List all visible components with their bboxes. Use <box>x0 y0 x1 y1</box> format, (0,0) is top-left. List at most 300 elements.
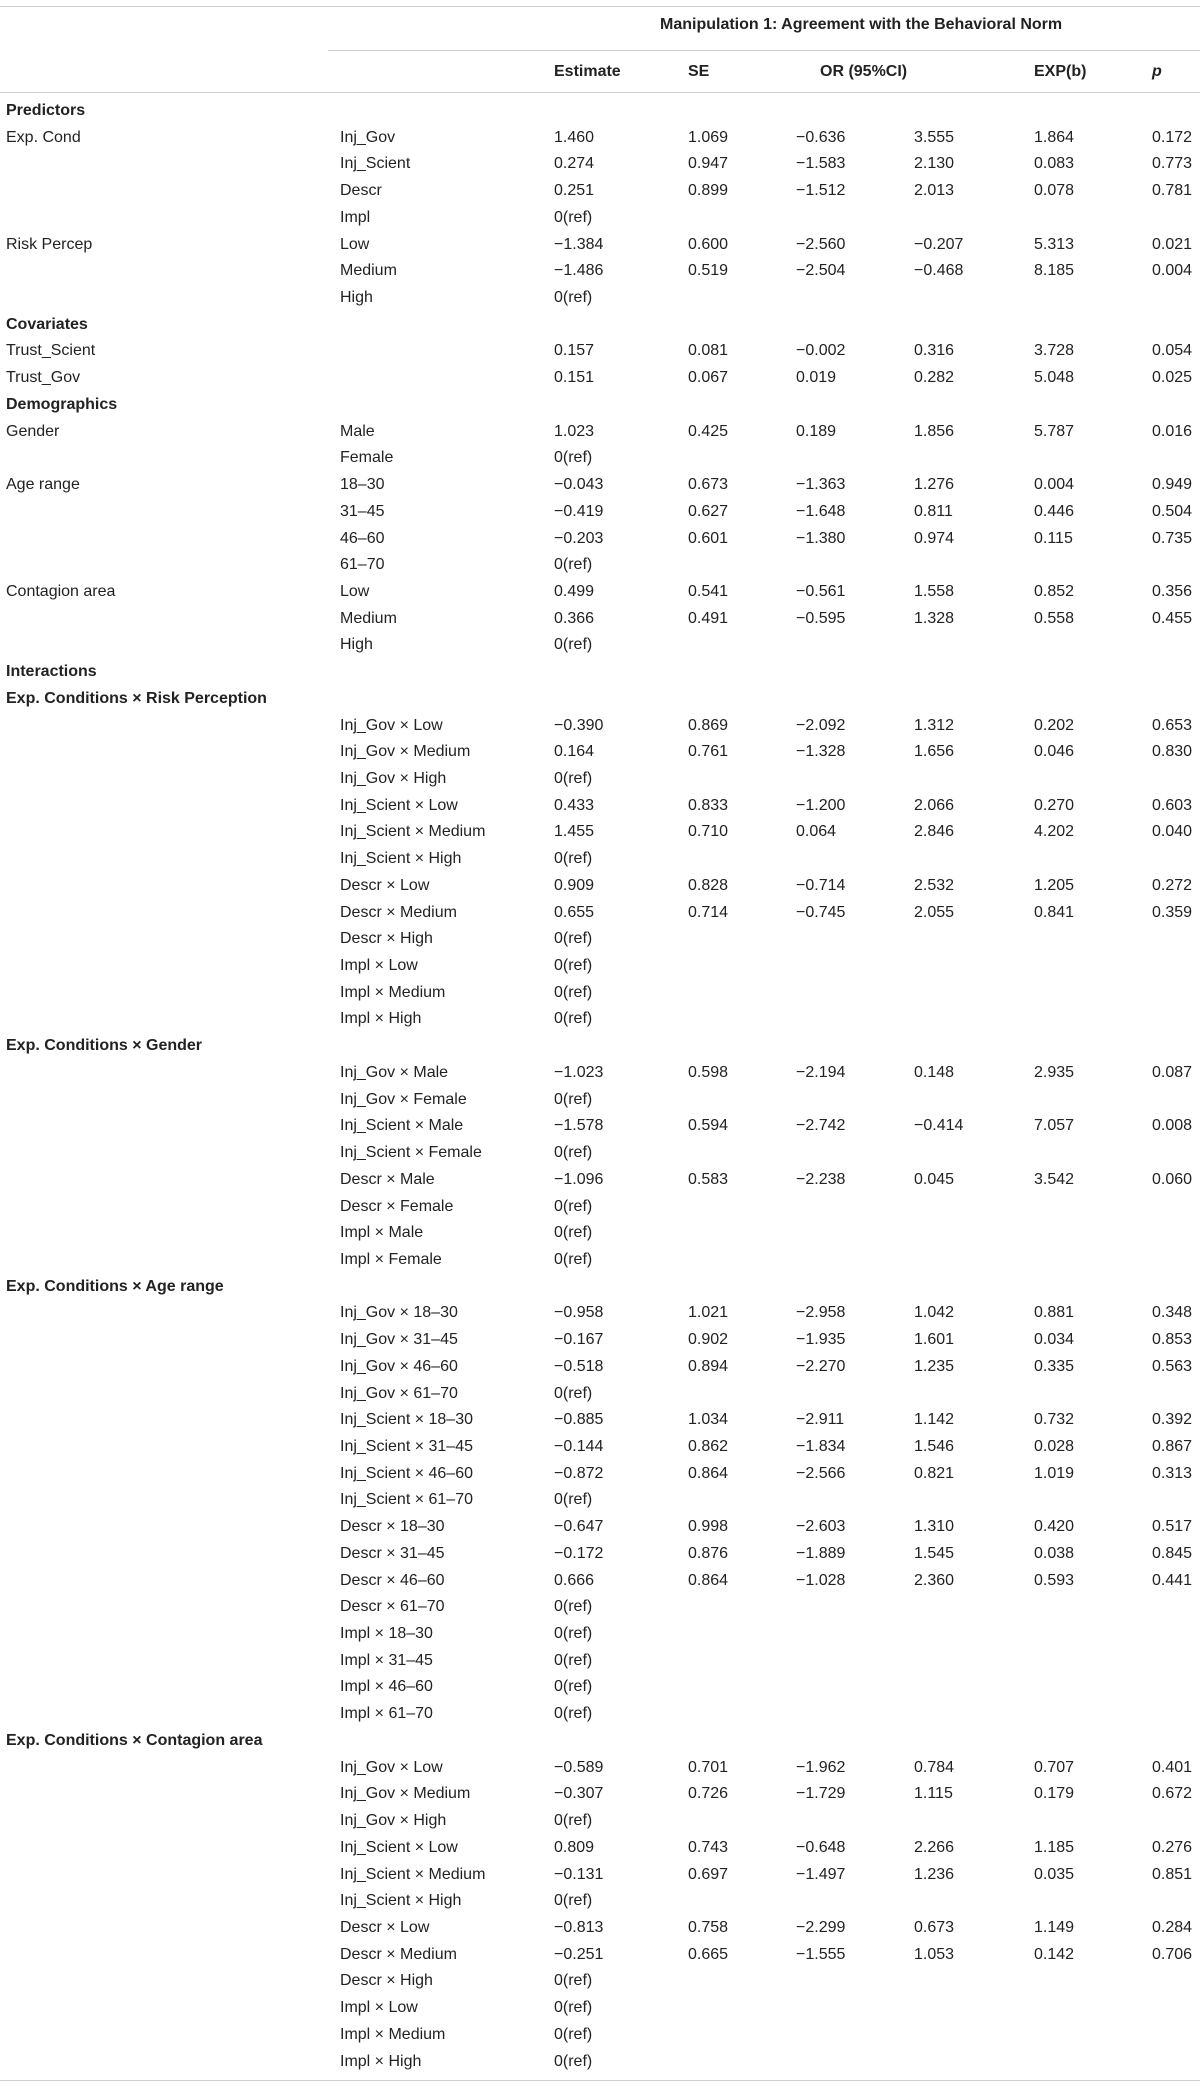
ci-upper-cell: 1.328 <box>914 609 955 627</box>
ci-lower-cell: −0.561 <box>796 582 846 600</box>
level-cell: Descr × 18–30 <box>340 1518 445 1536</box>
estimate-cell: 0.666 <box>554 1571 595 1589</box>
estimate-cell: 0.151 <box>554 369 595 387</box>
ci-upper-cell: 2.066 <box>914 796 955 814</box>
level-cell: Impl × 61–70 <box>340 1705 433 1723</box>
level-cell: Inj_Gov × Low <box>340 716 443 734</box>
spanner-rule <box>328 50 1200 51</box>
estimate-cell: −0.589 <box>554 1758 604 1776</box>
ci-upper-cell: 1.042 <box>914 1304 955 1322</box>
ci-lower-cell: −2.566 <box>796 1464 846 1482</box>
ci-upper-cell: 1.236 <box>914 1865 955 1883</box>
ci-lower-cell: 0.019 <box>796 369 837 387</box>
level-cell: Inj_Gov × High <box>340 770 447 787</box>
spanner-heading: Manipulation 1: Agreement with the Behavioral Norm <box>660 16 1063 33</box>
level-cell: Low <box>340 235 370 253</box>
p-value-cell: 0.021 <box>1152 235 1193 253</box>
se-cell: 0.876 <box>688 1544 729 1562</box>
ci-upper-cell: 2.532 <box>914 876 955 894</box>
ci-upper-cell: 1.558 <box>914 582 955 600</box>
estimate-cell: −1.486 <box>554 262 604 280</box>
estimate-cell: −0.307 <box>554 1785 604 1803</box>
ci-upper-cell: 0.811 <box>914 502 953 520</box>
ci-lower-cell: −1.380 <box>796 529 846 547</box>
predictor-cell: Trust_Gov <box>6 369 81 387</box>
ci-upper-cell: 1.115 <box>914 1785 953 1803</box>
p-value-cell: 0.672 <box>1152 1785 1193 1803</box>
estimate-cell: 1.023 <box>554 422 595 440</box>
ci-upper-cell: 3.555 <box>914 128 955 146</box>
estimate-cell: 0(ref) <box>554 1705 593 1723</box>
expb-cell: 0.028 <box>1034 1438 1075 1455</box>
p-value-cell: 0.356 <box>1152 582 1193 600</box>
se-cell: 0.491 <box>688 609 729 627</box>
level-cell: Descr × Medium <box>340 1945 457 1963</box>
expb-cell: 0.078 <box>1034 182 1075 200</box>
se-cell: 0.864 <box>688 1571 729 1589</box>
expb-cell: 1.185 <box>1034 1838 1075 1856</box>
header-expb: EXP(b) <box>1034 63 1087 80</box>
expb-cell: 0.841 <box>1034 903 1075 921</box>
ci-lower-cell: −1.889 <box>796 1544 846 1562</box>
ci-lower-cell: −0.636 <box>796 128 846 146</box>
level-cell: Inj_Scient × Low <box>340 1838 458 1856</box>
ci-upper-cell: 0.974 <box>914 529 955 547</box>
level-cell: Descr × Female <box>340 1197 454 1215</box>
se-cell: 0.583 <box>688 1170 729 1188</box>
se-cell: 0.761 <box>688 743 729 761</box>
estimate-cell: 0.157 <box>554 342 595 360</box>
se-cell: 0.758 <box>688 1918 729 1936</box>
level-cell: Impl × Low <box>340 1999 418 2017</box>
estimate-cell: 0(ref) <box>554 1250 593 1268</box>
ci-upper-cell: 0.673 <box>914 1918 955 1936</box>
expb-cell: 0.732 <box>1034 1411 1075 1429</box>
ci-lower-cell: −2.299 <box>796 1918 846 1936</box>
estimate-cell: 0.251 <box>554 182 595 200</box>
level-cell: Impl × Male <box>340 1224 424 1242</box>
ci-lower-cell: −0.745 <box>796 903 846 921</box>
ci-upper-cell: 0.316 <box>914 342 955 360</box>
ci-upper-cell: 2.013 <box>914 182 955 200</box>
expb-cell: 0.446 <box>1034 502 1075 520</box>
level-cell: 46–60 <box>340 529 385 547</box>
ci-upper-cell: 1.276 <box>914 476 955 494</box>
level-cell: Inj_Scient × Female <box>340 1144 482 1162</box>
p-value-cell: 0.706 <box>1152 1945 1193 1963</box>
estimate-cell: 0.274 <box>554 155 595 173</box>
se-cell: 1.034 <box>688 1411 729 1429</box>
level-cell: Low <box>340 582 370 600</box>
estimate-cell: 0(ref) <box>554 556 593 574</box>
p-value-cell: 0.008 <box>1152 1117 1193 1135</box>
estimate-cell: 0(ref) <box>554 2052 593 2070</box>
se-cell: 0.947 <box>688 155 729 173</box>
predictor-cell: Trust_Scient <box>6 342 96 360</box>
predictor-cell: Age range <box>6 476 80 494</box>
se-cell: 0.519 <box>688 262 729 280</box>
p-value-cell: 0.276 <box>1152 1838 1193 1856</box>
header-estimate: Estimate <box>554 63 621 80</box>
se-cell: 0.697 <box>688 1865 729 1883</box>
expb-cell: 0.707 <box>1034 1758 1075 1776</box>
estimate-cell: 0(ref) <box>554 1224 593 1242</box>
ci-lower-cell: −1.028 <box>796 1571 846 1589</box>
estimate-cell: −0.251 <box>554 1945 604 1963</box>
ci-upper-cell: −0.207 <box>914 235 964 253</box>
header-se: SE <box>688 63 710 80</box>
ci-lower-cell: −1.328 <box>796 743 846 761</box>
ci-lower-cell: −0.595 <box>796 609 846 627</box>
estimate-cell: −1.096 <box>554 1170 604 1188</box>
ci-lower-cell: −1.729 <box>796 1785 846 1803</box>
ci-lower-cell: −0.002 <box>796 342 846 360</box>
p-value-cell: 0.735 <box>1152 529 1193 547</box>
section-label: Predictors <box>6 102 86 119</box>
expb-cell: 8.185 <box>1034 262 1075 280</box>
estimate-cell: −0.144 <box>554 1438 604 1455</box>
section-label: Exp. Conditions × Gender <box>6 1037 203 1055</box>
level-cell: Impl × 46–60 <box>340 1678 433 1696</box>
ci-upper-cell: −0.414 <box>914 1117 964 1135</box>
estimate-cell: 0.366 <box>554 609 595 627</box>
ci-lower-cell: −1.583 <box>796 155 846 173</box>
estimate-cell: 0(ref) <box>554 1384 593 1402</box>
estimate-cell: −0.813 <box>554 1918 604 1936</box>
ci-upper-cell: 1.310 <box>914 1518 955 1536</box>
estimate-cell: 0(ref) <box>554 770 593 787</box>
estimate-cell: 0(ref) <box>554 983 593 1001</box>
p-value-cell: 0.004 <box>1152 262 1193 280</box>
level-cell: Inj_Gov × 46–60 <box>340 1357 458 1375</box>
header-p: p <box>1152 63 1162 80</box>
level-cell: Inj_Gov × Medium <box>340 1785 471 1803</box>
expb-cell: 4.202 <box>1034 823 1075 841</box>
ci-upper-cell: 1.546 <box>914 1438 955 1455</box>
estimate-cell: 0(ref) <box>554 1651 593 1669</box>
level-cell: Female <box>340 449 394 467</box>
ci-upper-cell: 1.856 <box>914 422 955 440</box>
se-cell: 0.902 <box>688 1331 729 1349</box>
level-cell: 61–70 <box>340 556 385 574</box>
level-cell: Descr × Male <box>340 1170 435 1188</box>
p-value-cell: 0.845 <box>1152 1544 1193 1562</box>
estimate-cell: 0(ref) <box>554 1892 593 1910</box>
expb-cell: 0.035 <box>1034 1865 1075 1883</box>
expb-cell: 0.034 <box>1034 1331 1075 1349</box>
p-value-cell: 0.054 <box>1152 342 1193 360</box>
expb-cell: 1.205 <box>1034 876 1075 894</box>
estimate-cell: −0.885 <box>554 1411 604 1429</box>
expb-cell: 0.420 <box>1034 1518 1075 1536</box>
se-cell: 0.701 <box>688 1758 729 1776</box>
ci-lower-cell: −2.603 <box>796 1518 846 1536</box>
se-cell: 0.833 <box>688 796 729 814</box>
estimate-cell: 0.433 <box>554 796 595 814</box>
top-rule <box>0 6 1200 7</box>
level-cell: Descr × High <box>340 930 433 948</box>
expb-cell: 0.142 <box>1034 1945 1075 1963</box>
expb-cell: 5.048 <box>1034 369 1075 387</box>
header-or: OR (95%CI) <box>820 63 908 80</box>
se-cell: 0.864 <box>688 1464 729 1482</box>
level-cell: Impl × High <box>340 2052 422 2070</box>
level-cell: Inj_Gov × Low <box>340 1758 443 1776</box>
p-value-cell: 0.172 <box>1152 128 1193 146</box>
estimate-cell: 0(ref) <box>554 1010 593 1028</box>
level-cell: Inj_Gov × 31–45 <box>340 1331 458 1349</box>
p-value-cell: 0.441 <box>1152 1571 1193 1589</box>
estimate-cell: 0(ref) <box>554 850 593 868</box>
level-cell: Inj_Scient × High <box>340 1892 462 1910</box>
level-cell: Descr <box>340 182 382 200</box>
estimate-cell: −0.647 <box>554 1518 604 1536</box>
level-cell: Descr × 46–60 <box>340 1571 445 1589</box>
expb-cell: 0.881 <box>1034 1304 1075 1322</box>
se-cell: 1.021 <box>688 1304 729 1322</box>
estimate-cell: 0(ref) <box>554 449 593 467</box>
se-cell: 0.081 <box>688 342 729 360</box>
se-cell: 0.665 <box>688 1945 729 1963</box>
level-cell: Inj_Scient × Medium <box>340 823 486 841</box>
p-value-cell: 0.830 <box>1152 743 1193 761</box>
level-cell: Impl × 18–30 <box>340 1625 433 1643</box>
se-cell: 0.894 <box>688 1357 729 1375</box>
ci-lower-cell: −2.560 <box>796 235 846 253</box>
expb-cell: 0.083 <box>1034 155 1075 173</box>
level-cell: Impl × Low <box>340 957 418 975</box>
level-cell: Descr × Low <box>340 1918 430 1936</box>
level-cell: Inj_Gov × Female <box>340 1090 467 1108</box>
p-value-cell: 0.060 <box>1152 1170 1193 1188</box>
se-cell: 0.425 <box>688 422 729 440</box>
expb-cell: 1.149 <box>1034 1918 1075 1936</box>
expb-cell: 5.787 <box>1034 422 1075 440</box>
level-cell: High <box>340 289 373 307</box>
p-value-cell: 0.392 <box>1152 1411 1193 1429</box>
expb-cell: 0.558 <box>1034 609 1075 627</box>
level-cell: Inj_Gov × Medium <box>340 743 471 761</box>
ci-lower-cell: −2.092 <box>796 716 846 734</box>
se-cell: 0.998 <box>688 1518 729 1536</box>
estimate-cell: −0.958 <box>554 1304 604 1322</box>
expb-cell: 0.852 <box>1034 582 1075 600</box>
level-cell: Impl <box>340 208 371 226</box>
p-value-cell: 0.781 <box>1152 182 1193 200</box>
ci-lower-cell: 0.189 <box>796 422 837 440</box>
p-value-cell: 0.348 <box>1152 1304 1193 1322</box>
p-value-cell: 0.016 <box>1152 422 1193 440</box>
estimate-cell: 0.909 <box>554 876 595 894</box>
ci-lower-cell: −0.648 <box>796 1838 846 1856</box>
p-value-cell: 0.773 <box>1152 155 1193 173</box>
se-cell: 0.627 <box>688 502 729 520</box>
p-value-cell: 0.603 <box>1152 796 1193 814</box>
header-rule <box>0 92 1200 93</box>
p-value-cell: 0.851 <box>1152 1865 1193 1883</box>
expb-cell: 0.004 <box>1034 476 1075 494</box>
ci-lower-cell: 0.064 <box>796 823 837 841</box>
level-cell: Male <box>340 422 375 440</box>
se-cell: 0.743 <box>688 1838 729 1856</box>
section-label: Exp. Conditions × Contagion area <box>6 1731 263 1749</box>
estimate-cell: 0(ref) <box>554 930 593 948</box>
level-cell: Inj_Scient × Male <box>340 1117 464 1135</box>
ci-lower-cell: −1.512 <box>796 182 846 200</box>
ci-upper-cell: 1.312 <box>914 716 955 734</box>
expb-cell: 0.179 <box>1034 1785 1075 1803</box>
se-cell: 0.598 <box>688 1063 729 1081</box>
p-value-cell: 0.455 <box>1152 609 1193 627</box>
estimate-cell: 0.164 <box>554 743 595 761</box>
ci-upper-cell: 1.053 <box>914 1945 955 1963</box>
estimate-cell: 0(ref) <box>554 1144 593 1162</box>
estimate-cell: 0(ref) <box>554 1491 593 1509</box>
se-cell: 0.541 <box>688 582 729 600</box>
level-cell: Inj_Scient <box>340 155 411 173</box>
ci-upper-cell: 0.784 <box>914 1758 955 1776</box>
estimate-cell: −1.384 <box>554 235 604 253</box>
se-cell: 0.710 <box>688 823 729 841</box>
estimate-cell: 0(ref) <box>554 1678 593 1696</box>
ci-upper-cell: 2.846 <box>914 823 955 841</box>
se-cell: 0.828 <box>688 876 729 894</box>
ci-upper-cell: 0.148 <box>914 1063 955 1081</box>
p-value-cell: 0.653 <box>1152 716 1193 734</box>
section-label: Demographics <box>6 395 118 413</box>
ci-lower-cell: −2.238 <box>796 1170 846 1188</box>
p-value-cell: 0.867 <box>1152 1438 1193 1455</box>
expb-cell: 0.335 <box>1034 1357 1075 1375</box>
estimate-cell: −1.578 <box>554 1117 604 1135</box>
ci-lower-cell: −1.648 <box>796 502 846 520</box>
ci-upper-cell: 1.235 <box>914 1357 955 1375</box>
ci-lower-cell: −1.363 <box>796 476 846 494</box>
estimate-cell: 0(ref) <box>554 1090 593 1108</box>
ci-lower-cell: −2.270 <box>796 1357 846 1375</box>
level-cell: Inj_Scient × 46–60 <box>340 1464 473 1482</box>
estimate-cell: −0.203 <box>554 529 604 547</box>
ci-upper-cell: 0.282 <box>914 369 955 387</box>
se-cell: 0.601 <box>688 529 729 547</box>
expb-cell: 0.046 <box>1034 743 1075 761</box>
estimate-cell: 0.499 <box>554 582 595 600</box>
estimate-cell: 0(ref) <box>554 1625 593 1643</box>
level-cell: Inj_Gov × 18–30 <box>340 1304 458 1322</box>
ci-lower-cell: −1.200 <box>796 796 846 814</box>
p-value-cell: 0.313 <box>1152 1464 1193 1482</box>
expb-cell: 1.864 <box>1034 128 1075 146</box>
level-cell: Descr × Low <box>340 876 430 894</box>
estimate-cell: −1.023 <box>554 1063 604 1081</box>
estimate-cell: 0(ref) <box>554 1598 593 1616</box>
level-cell: 18–30 <box>340 476 385 494</box>
ci-lower-cell: −2.504 <box>796 262 846 280</box>
ci-lower-cell: −1.962 <box>796 1758 846 1776</box>
level-cell: Impl × Medium <box>340 2025 446 2043</box>
section-label: Exp. Conditions × Risk Perception <box>6 689 267 707</box>
level-cell: Descr × 61–70 <box>340 1598 445 1616</box>
level-cell: Descr × High <box>340 1972 433 1990</box>
estimate-cell: −0.167 <box>554 1331 604 1349</box>
level-cell: Impl × Medium <box>340 983 446 1001</box>
ci-lower-cell: −2.742 <box>796 1117 846 1135</box>
estimate-cell: 0(ref) <box>554 1197 593 1215</box>
level-cell: High <box>340 636 373 654</box>
se-cell: 0.899 <box>688 182 729 200</box>
p-value-cell: 0.563 <box>1152 1357 1193 1375</box>
p-value-cell: 0.504 <box>1152 502 1193 520</box>
se-cell: 0.067 <box>688 369 729 387</box>
section-label: Covariates <box>6 315 88 333</box>
estimate-cell: −0.518 <box>554 1357 604 1375</box>
level-cell: Inj_Scient × High <box>340 850 462 868</box>
level-cell: Inj_Scient × 31–45 <box>340 1438 473 1455</box>
ci-upper-cell: 0.045 <box>914 1170 955 1188</box>
expb-cell: 0.270 <box>1034 796 1075 814</box>
level-cell: Inj_Scient × Low <box>340 796 458 814</box>
expb-cell: 7.057 <box>1034 1117 1075 1135</box>
p-value-cell: 0.517 <box>1152 1518 1193 1536</box>
level-cell: Medium <box>340 609 397 627</box>
bottom-rule <box>0 2080 1200 2081</box>
estimate-cell: 0.655 <box>554 903 595 921</box>
expb-cell: 5.313 <box>1034 235 1075 253</box>
ci-lower-cell: −2.958 <box>796 1304 846 1322</box>
expb-cell: 0.593 <box>1034 1571 1075 1589</box>
ci-upper-cell: −0.468 <box>914 262 964 280</box>
ci-lower-cell: −0.714 <box>796 876 846 894</box>
p-value-cell: 0.272 <box>1152 876 1193 894</box>
level-cell: Impl × High <box>340 1010 422 1028</box>
ci-lower-cell: −2.911 <box>796 1411 845 1429</box>
ci-upper-cell: 1.545 <box>914 1544 955 1562</box>
estimate-cell: 0(ref) <box>554 208 593 226</box>
estimate-cell: 0(ref) <box>554 1972 593 1990</box>
se-cell: 0.726 <box>688 1785 729 1803</box>
predictor-cell: Contagion area <box>6 582 116 600</box>
level-cell: Descr × 31–45 <box>340 1544 445 1562</box>
section-label: Exp. Conditions × Age range <box>6 1277 224 1295</box>
se-cell: 0.600 <box>688 235 729 253</box>
se-cell: 1.069 <box>688 128 729 146</box>
estimate-cell: −0.172 <box>554 1544 604 1562</box>
predictor-cell: Exp. Cond <box>6 128 81 146</box>
ci-upper-cell: 1.601 <box>914 1331 955 1349</box>
estimate-cell: 0(ref) <box>554 1812 593 1830</box>
estimate-cell: 0(ref) <box>554 2025 593 2043</box>
level-cell: 31–45 <box>340 502 385 520</box>
ci-lower-cell: −1.555 <box>796 1945 846 1963</box>
p-value-cell: 0.040 <box>1152 823 1193 841</box>
level-cell: Inj_Scient × 61–70 <box>340 1491 473 1509</box>
expb-cell: 0.202 <box>1034 716 1075 734</box>
estimate-cell: 0(ref) <box>554 289 593 307</box>
estimate-cell: 0(ref) <box>554 1999 593 2017</box>
level-cell: Impl × 31–45 <box>340 1651 433 1669</box>
p-value-cell: 0.284 <box>1152 1918 1193 1936</box>
estimate-cell: −0.872 <box>554 1464 604 1482</box>
ci-lower-cell: −1.834 <box>796 1438 846 1455</box>
p-value-cell: 0.949 <box>1152 476 1193 494</box>
level-cell: Inj_Gov <box>340 128 396 146</box>
estimate-cell: 1.460 <box>554 128 595 146</box>
estimate-cell: 0(ref) <box>554 957 593 975</box>
estimate-cell: 0(ref) <box>554 636 593 654</box>
ci-upper-cell: 2.055 <box>914 903 955 921</box>
expb-cell: 1.019 <box>1034 1464 1075 1482</box>
p-value-cell: 0.401 <box>1152 1758 1193 1776</box>
